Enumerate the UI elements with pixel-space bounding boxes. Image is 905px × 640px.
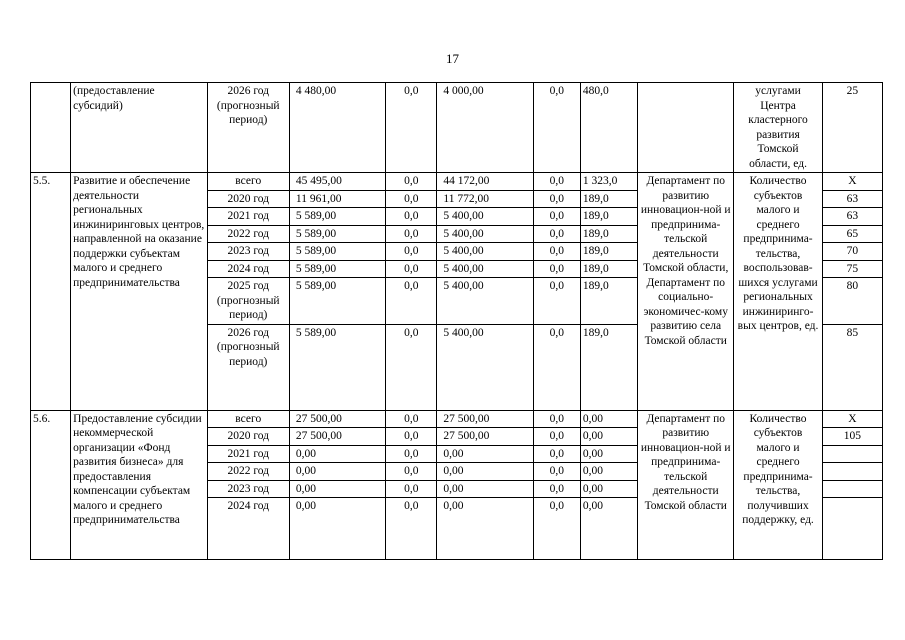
regional-cell: 5 400,00	[437, 260, 533, 278]
table-row	[31, 173, 883, 191]
executor-cell	[638, 83, 734, 173]
local-cell: 0,0	[533, 498, 580, 560]
federal-cell: 0,0	[386, 463, 437, 481]
total-cell: 0,00	[289, 498, 385, 560]
indicator-value: Х	[822, 173, 882, 191]
extra-cell: 189,0	[580, 324, 637, 410]
extra-cell: 0,00	[580, 480, 637, 498]
extra-cell: 189,0	[580, 225, 637, 243]
total-cell: 27 500,00	[289, 410, 385, 428]
local-cell: 0,0	[533, 83, 580, 173]
extra-cell: 189,0	[580, 260, 637, 278]
local-cell: 0,0	[533, 463, 580, 481]
federal-cell: 0,0	[386, 173, 437, 191]
federal-cell: 0,0	[386, 83, 437, 173]
total-cell: 11 961,00	[289, 190, 385, 208]
indicator-value: 105	[822, 428, 882, 446]
period-cell: 2024 год	[207, 498, 289, 560]
period-cell: 2022 год	[207, 225, 289, 243]
table-row	[31, 410, 883, 428]
federal-cell: 0,0	[386, 260, 437, 278]
row-number	[31, 83, 71, 173]
total-cell: 45 495,00	[289, 173, 385, 191]
indicator-value	[822, 480, 882, 498]
period-cell: 2021 год	[207, 445, 289, 463]
indicator-value	[822, 498, 882, 560]
federal-cell: 0,0	[386, 208, 437, 226]
indicator-cell: Количество субъектов малого и среднего предпринима-тельства, получивших поддержку, ед.	[734, 410, 822, 560]
total-cell: 27 500,00	[289, 428, 385, 446]
period-cell: 2020 год	[207, 190, 289, 208]
local-cell: 0,0	[533, 428, 580, 446]
extra-cell: 189,0	[580, 243, 637, 261]
indicator-value: 75	[822, 260, 882, 278]
indicator-value: Х	[822, 410, 882, 428]
regional-cell: 44 172,00	[437, 173, 533, 191]
extra-cell: 189,0	[580, 208, 637, 226]
extra-cell: 0,00	[580, 428, 637, 446]
extra-cell: 1 323,0	[580, 173, 637, 191]
regional-cell: 4 000,00	[437, 83, 533, 173]
regional-cell: 5 400,00	[437, 225, 533, 243]
regional-cell: 0,00	[437, 445, 533, 463]
local-cell: 0,0	[533, 410, 580, 428]
federal-cell: 0,0	[386, 278, 437, 325]
measure-name: Предоставление субсидии некоммерческой организации «Фонд развития бизнеса» для предоставления компенсации субъектам малого и среднего предпринимательства	[71, 410, 207, 560]
indicator-cell: Количество субъектов малого и среднего предпринима-тельства, воспользовав-шихся услугами региональных инжиниринго-вых центров, ед.	[734, 173, 822, 411]
regional-cell: 27 500,00	[437, 428, 533, 446]
federal-cell: 0,0	[386, 480, 437, 498]
budget-table	[30, 82, 883, 560]
indicator-value: 63	[822, 190, 882, 208]
federal-cell: 0,0	[386, 498, 437, 560]
extra-cell: 0,00	[580, 498, 637, 560]
indicator-cell: услугами Центра кластерного развития Томской области, ед.	[734, 83, 822, 173]
extra-cell: 0,00	[580, 410, 637, 428]
total-cell: 5 589,00	[289, 260, 385, 278]
extra-cell: 0,00	[580, 463, 637, 481]
extra-cell: 189,0	[580, 278, 637, 325]
total-cell: 0,00	[289, 463, 385, 481]
indicator-value: 85	[822, 324, 882, 410]
period-cell: 2022 год	[207, 463, 289, 481]
period-cell: 2025 год (прогнозный период)	[207, 278, 289, 325]
local-cell: 0,0	[533, 243, 580, 261]
local-cell: 0,0	[533, 173, 580, 191]
extra-cell: 480,0	[580, 83, 637, 173]
period-cell: 2024 год	[207, 260, 289, 278]
federal-cell: 0,0	[386, 190, 437, 208]
period-cell: 2023 год	[207, 480, 289, 498]
regional-cell: 0,00	[437, 498, 533, 560]
local-cell: 0,0	[533, 208, 580, 226]
period-cell: 2023 год	[207, 243, 289, 261]
row-number: 5.6.	[31, 410, 71, 560]
measure-name: Развитие и обеспечение деятельности региональных инжиниринговых центров, направленной на оказание поддержки субъектам малого и среднего предпринимательства	[71, 173, 207, 411]
period-cell: всего	[207, 410, 289, 428]
table-row	[31, 83, 883, 173]
total-cell: 0,00	[289, 480, 385, 498]
total-cell: 0,00	[289, 445, 385, 463]
regional-cell: 0,00	[437, 463, 533, 481]
regional-cell: 11 772,00	[437, 190, 533, 208]
indicator-value: 65	[822, 225, 882, 243]
federal-cell: 0,0	[386, 410, 437, 428]
local-cell: 0,0	[533, 445, 580, 463]
total-cell: 5 589,00	[289, 225, 385, 243]
indicator-value: 80	[822, 278, 882, 325]
period-cell: 2020 год	[207, 428, 289, 446]
total-cell: 4 480,00	[289, 83, 385, 173]
local-cell: 0,0	[533, 324, 580, 410]
extra-cell: 189,0	[580, 190, 637, 208]
total-cell: 5 589,00	[289, 278, 385, 325]
measure-name: (предоставление субсидий)	[71, 83, 207, 173]
indicator-value	[822, 445, 882, 463]
federal-cell: 0,0	[386, 324, 437, 410]
indicator-value: 63	[822, 208, 882, 226]
extra-cell: 0,00	[580, 445, 637, 463]
page-number: 17	[446, 51, 459, 66]
period-cell: всего	[207, 173, 289, 191]
local-cell: 0,0	[533, 260, 580, 278]
indicator-value	[822, 463, 882, 481]
indicator-value: 70	[822, 243, 882, 261]
indicator-value: 25	[822, 83, 882, 173]
regional-cell: 5 400,00	[437, 208, 533, 226]
total-cell: 5 589,00	[289, 243, 385, 261]
local-cell: 0,0	[533, 190, 580, 208]
regional-cell: 5 400,00	[437, 324, 533, 410]
executor-cell: Департамент по развитию инновацион-ной и предпринима-тельской деятельности Томской области, Департамент по социально-экономичес-кому развитию села Томской области	[638, 173, 734, 411]
federal-cell: 0,0	[386, 243, 437, 261]
regional-cell: 27 500,00	[437, 410, 533, 428]
executor-cell: Департамент по развитию инновацион-ной и предпринима-тельской деятельности Томской области	[638, 410, 734, 560]
row-number: 5.5.	[31, 173, 71, 411]
local-cell: 0,0	[533, 225, 580, 243]
federal-cell: 0,0	[386, 225, 437, 243]
total-cell: 5 589,00	[289, 208, 385, 226]
local-cell: 0,0	[533, 480, 580, 498]
regional-cell: 5 400,00	[437, 243, 533, 261]
federal-cell: 0,0	[386, 445, 437, 463]
regional-cell: 0,00	[437, 480, 533, 498]
period-cell: 2026 год (прогнозный период)	[207, 324, 289, 410]
period-cell: 2021 год	[207, 208, 289, 226]
local-cell: 0,0	[533, 278, 580, 325]
total-cell: 5 589,00	[289, 324, 385, 410]
regional-cell: 5 400,00	[437, 278, 533, 325]
federal-cell: 0,0	[386, 428, 437, 446]
period-cell: 2026 год (прогнозный период)	[207, 83, 289, 173]
